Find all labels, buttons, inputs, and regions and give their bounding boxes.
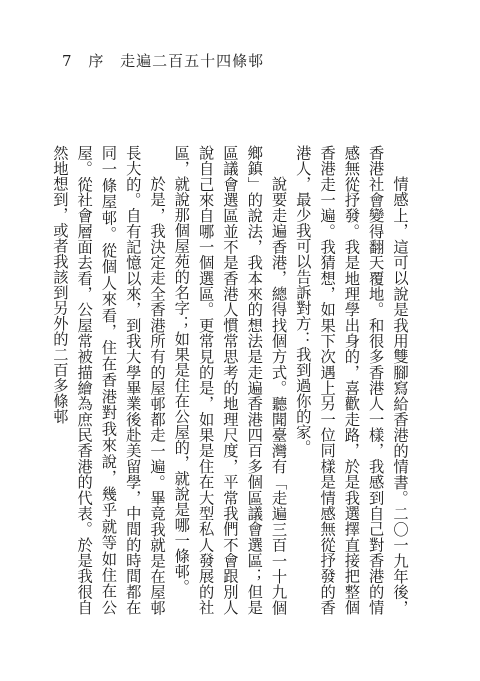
section-label: 序 [88, 52, 105, 70]
chapter-title: 走遍二百五十四條邨 [120, 52, 265, 70]
paragraph: 說要走遍香港，總得找個方式。聽聞臺灣有「走遍三百一十九個鄉鎮」的說法，我本來的想法是走遍香港四百多個區議會選區；但是區議會選區並不是香港人慣常思考的地理尺度，平常我們不會跟別人說自己來自哪一個選區。更常見的是，如果是住在大型私人發展的社區，就說那個屋苑的名字；如果是住在公屋的，就說是哪一條邨。 [172, 145, 288, 615]
paragraph: 情感上，這可以說是我用雙腳寫給香港的情書。二〇一九年後，香港社會變得翻天覆地。和很多香港人一樣，我感到自己對香港的情感無從抒發。我是地理學出身的，喜歡走路，於是我選擇直接把整個香港走一遍。我猜想，如果下次遇上另一位同樣是情感無從抒發的香港人，最少我可以告訴對方：我到過你的家。 [293, 145, 409, 615]
body-text [50, 145, 412, 615]
paragraph: 於是，我決定走全香港所有的屋邨都走一遍。畢竟我就是在屋邨長大的。自有記憶以來，到我大學畢業後赴美留學，中間的時間都在同一條屋邨。從個人來看，住在香港對我來說，幾乎就等如住在公屋。從社會層面去看，公屋常被描繪為庶民香港的代表。於是我很自然地想到，或者我該到另外的二百多條邨 [50, 145, 167, 615]
page-number: 7 [62, 52, 73, 70]
running-header [62, 50, 264, 71]
